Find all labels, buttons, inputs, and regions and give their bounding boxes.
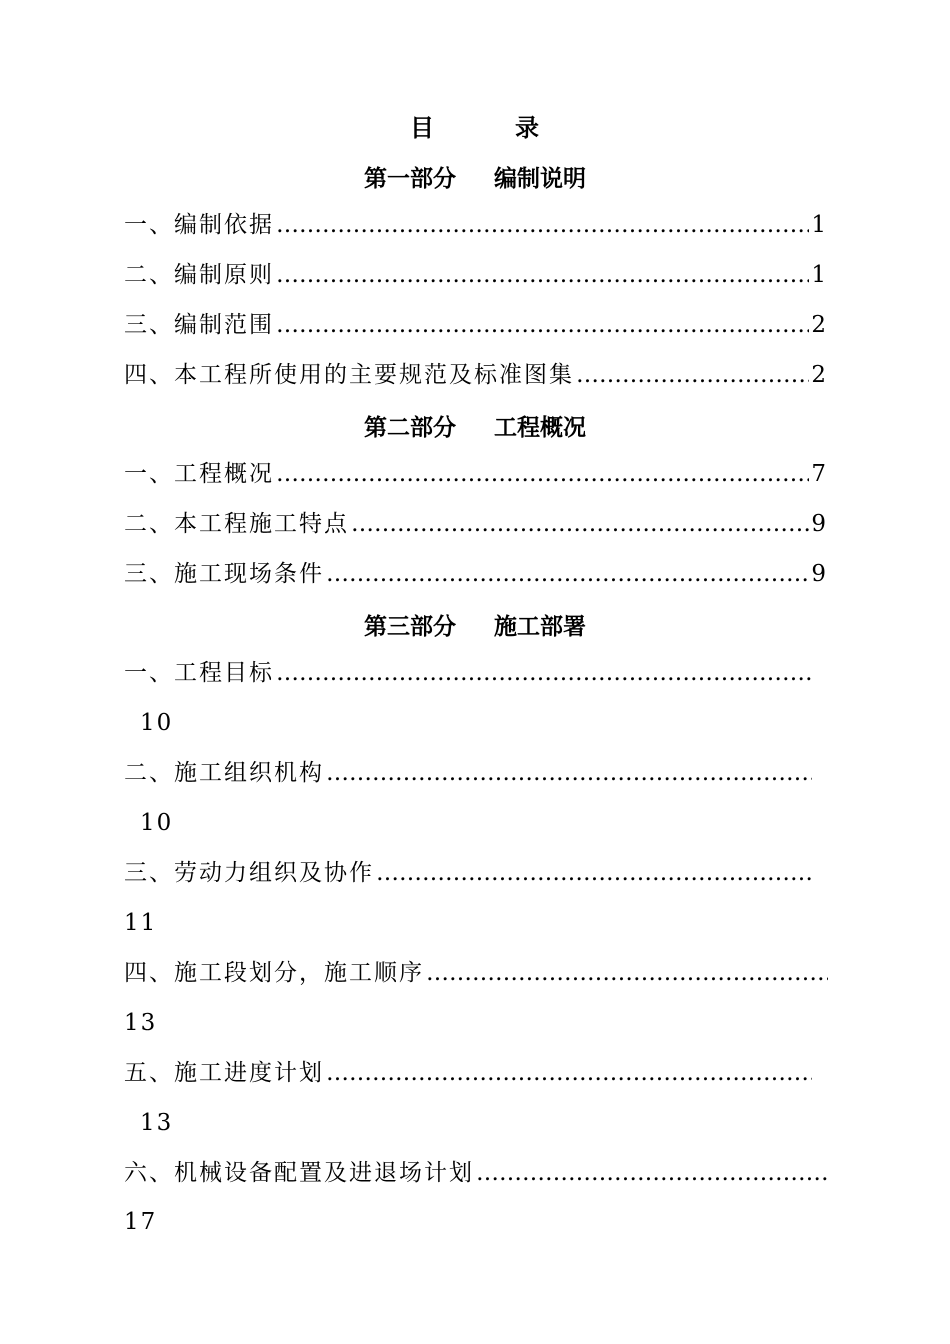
toc-entry-label: 二、施工组织机构: [124, 760, 324, 786]
toc-entry-label: 六、机械设备配置及进退场计划: [124, 1160, 474, 1186]
toc-entry-label: 一、工程目标: [124, 660, 274, 686]
toc-entry-page: 13: [140, 1110, 174, 1136]
section-number: 第二部分: [364, 414, 456, 441]
toc-entry[interactable]: [124, 1057, 812, 1089]
toc-entry[interactable]: [124, 359, 826, 391]
toc-entry[interactable]: [124, 1157, 828, 1189]
toc-entry-label: 一、工程概况: [124, 461, 274, 487]
dot-leader: [276, 309, 809, 341]
toc-entry-label: 三、编制范围: [124, 312, 274, 338]
dot-leader: [276, 259, 809, 291]
toc-entry-page: 9: [811, 511, 826, 537]
section-heading-2: [0, 409, 950, 442]
toc-entry-label: 一、编制依据: [124, 212, 274, 238]
toc-entry-label: 五、施工进度计划: [124, 1060, 324, 1086]
toc-entry-page: 2: [811, 362, 826, 388]
section-name: 编制说明: [494, 165, 586, 192]
section-heading-1: [0, 160, 950, 193]
toc-entry-page: 13: [124, 1010, 158, 1036]
toc-entry[interactable]: [124, 508, 826, 540]
section-number: 第三部分: [364, 613, 456, 640]
toc-entry-label: 四、施工段划分，施工顺序: [124, 960, 424, 986]
dot-leader: [476, 1157, 828, 1189]
toc-entry[interactable]: [124, 857, 812, 889]
toc-entry-page: 9: [811, 561, 826, 587]
dot-leader: [326, 558, 809, 590]
section-heading-3: [0, 608, 950, 641]
dot-leader: [376, 857, 812, 889]
toc-entry[interactable]: [124, 657, 812, 689]
section-name: 工程概况: [494, 414, 586, 441]
toc-entry-label: 三、施工现场条件: [124, 561, 324, 587]
toc-entry[interactable]: [124, 757, 812, 789]
toc-entry-page: 1: [811, 262, 826, 288]
toc-entry-page: 1: [811, 212, 826, 238]
toc-entry[interactable]: [124, 309, 826, 341]
dot-leader: [351, 508, 809, 540]
dot-leader: [426, 957, 828, 989]
toc-entry-page: 10: [140, 710, 174, 736]
dot-leader: [326, 757, 812, 789]
toc-entry-label: 二、本工程施工特点: [124, 511, 349, 537]
toc-entry-page: 10: [140, 810, 174, 836]
toc-entry-page: 7: [811, 461, 826, 487]
toc-entry-page: 17: [124, 1209, 158, 1235]
toc-entry[interactable]: [124, 558, 826, 590]
dot-leader: [276, 657, 812, 689]
toc-entry-page: 11: [124, 910, 158, 936]
toc-entry[interactable]: [124, 458, 826, 490]
toc-title: [0, 108, 950, 143]
toc-entry[interactable]: [124, 209, 826, 241]
toc-entry-label: 三、劳动力组织及协作: [124, 860, 374, 886]
dot-leader: [326, 1057, 812, 1089]
dot-leader: [576, 359, 809, 391]
toc-entry[interactable]: [124, 957, 828, 989]
toc-entry-page: 2: [811, 312, 826, 338]
toc-title-part2: 录: [515, 113, 540, 142]
toc-title-part1: 目: [410, 113, 435, 142]
dot-leader: [276, 458, 809, 490]
dot-leader: [276, 209, 809, 241]
toc-entry[interactable]: [124, 259, 826, 291]
section-number: 第一部分: [364, 165, 456, 192]
section-name: 施工部署: [494, 613, 586, 640]
toc-entry-label: 二、编制原则: [124, 262, 274, 288]
toc-entry-label: 四、本工程所使用的主要规范及标准图集: [124, 362, 574, 388]
